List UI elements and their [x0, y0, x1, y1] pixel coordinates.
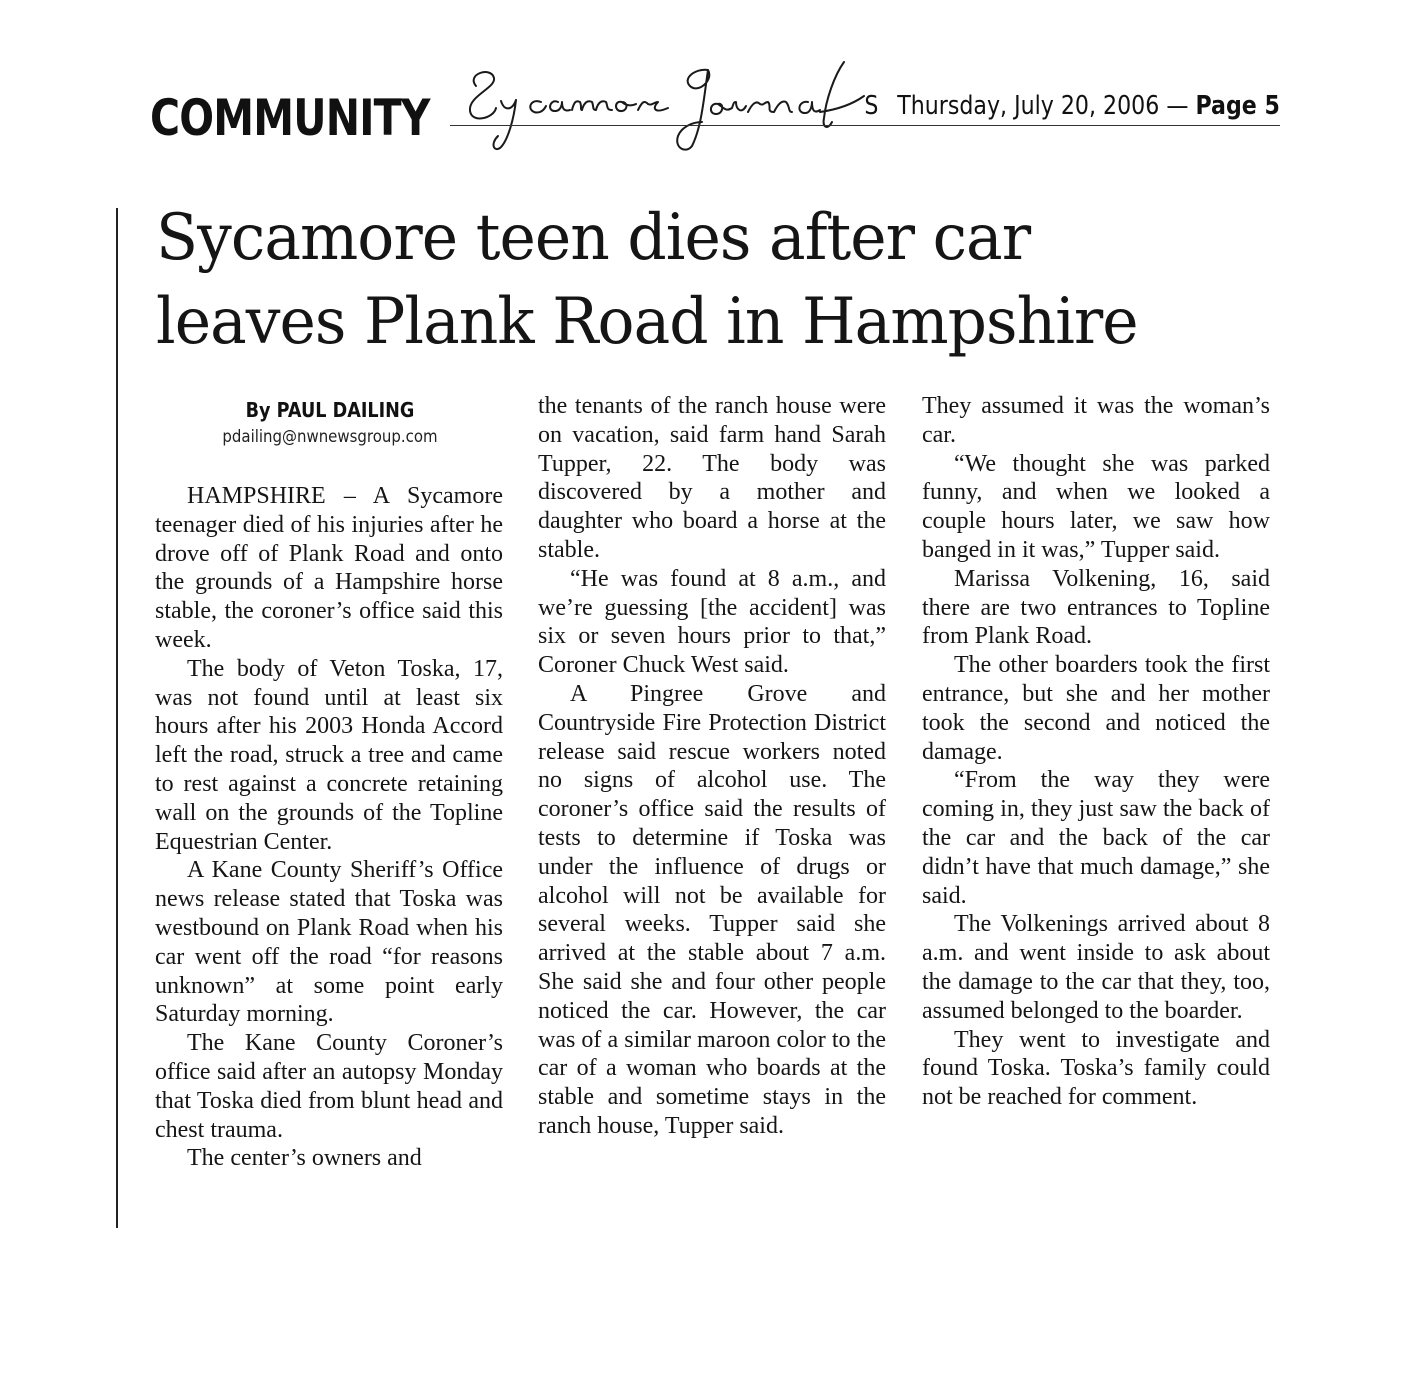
- publication-date: Thursday, July 20, 2006: [897, 91, 1160, 121]
- dateline-separator: —: [1166, 91, 1189, 121]
- edition-letter: S: [864, 91, 879, 121]
- left-margin-bar: [116, 208, 118, 1228]
- paragraph: “From the way they were coming in, they just saw the back of the car and the back of the car didn’t have that much damage,” she said.: [922, 767, 1270, 909]
- masthead: [150, 66, 1280, 158]
- paragraph: The Kane County Coroner’s office said after an autopsy Monday that Toska died from blunt head and chest trauma.: [155, 1030, 503, 1143]
- paragraph: The center’s owners and: [187, 1145, 422, 1172]
- paragraph: The Volkenings arrived about 8 a.m. and went inside to ask about the damage to the car that they, too, assumed belonged to the boarder.: [922, 911, 1270, 1024]
- headline-line-1: Sycamore teen dies after car: [156, 201, 1031, 275]
- paragraph: HAMPSHIRE – A Sycamore teenager died of his injuries after he drove off of Plank Road and onto the grounds of a Hampshire horse stable, the coroner’s office said this week.: [155, 483, 503, 653]
- article-column-1: [155, 482, 503, 1173]
- article-column-3: [922, 392, 1270, 1112]
- paragraph: The body of Veton Toska, 17, was not found until at least six hours after his 2003 Honda Accord left the road, struck a tree and came to rest against a concrete retaining wall on the grounds of the Topline Equestrian Center.: [155, 655, 503, 855]
- section-name: COMMUNITY: [150, 89, 430, 147]
- dateline: [864, 88, 1280, 124]
- paragraph: Marissa Volkening, 16, said there are two entrances to Topline from Plank Road.: [922, 565, 1270, 650]
- byline-author: By PAUL DAILING: [245, 398, 415, 422]
- byline: [150, 396, 510, 450]
- handwritten-signature-paper-name: [446, 56, 866, 156]
- paragraph: “We thought she was parked funny, and when we looked a couple hours later, we saw how banged in it was,” Tupper said.: [922, 450, 1270, 563]
- paragraph: A Kane County Sheriff’s Office news release stated that Toska was westbound on Plank Road when his car went off the road “for reasons unknown” at some point early Saturday morning.: [155, 857, 503, 1028]
- paragraph: They went to investigate and found Toska. Toska’s family could not be reached for comment.: [922, 1026, 1270, 1111]
- paragraph: A Pingree Grove and Countryside Fire Protection District release said rescue workers noted no signs of alcohol use. The coroner’s office said the results of tests to determine if Toska was under the influence of drugs or alcohol will not be available for several weeks. Tupper said she arrived at the stable about 7 a.m. She said she and four other people noticed the car. However, the car was of a similar maroon color to the car of a woman who boards at the stable and sometime stays in the ranch house, Tupper said.: [538, 680, 886, 1139]
- headline: [156, 196, 1231, 364]
- article-column-2: [538, 392, 886, 1141]
- paragraph: The other boarders took the first entrance, but she and her mother took the second and noticed the damage.: [922, 652, 1270, 765]
- paragraph: They assumed it was the woman’s car.: [922, 393, 1270, 448]
- byline-email: pdailing@nwnewsgroup.com: [222, 427, 438, 447]
- masthead-rule: [450, 125, 1280, 126]
- page-number: Page 5: [1195, 91, 1280, 121]
- paragraph: “He was found at 8 a.m., and we’re guessing [the accident] was six or seven hours prior to that,” Coroner Chuck West said.: [538, 565, 886, 679]
- headline-line-2: leaves Plank Road in Hampshire: [156, 285, 1138, 359]
- paragraph: the tenants of the ranch house were on vacation, said farm hand Sarah Tupper, 22. The body was discovered by a mother and daughter who board a horse at the stable.: [538, 393, 886, 563]
